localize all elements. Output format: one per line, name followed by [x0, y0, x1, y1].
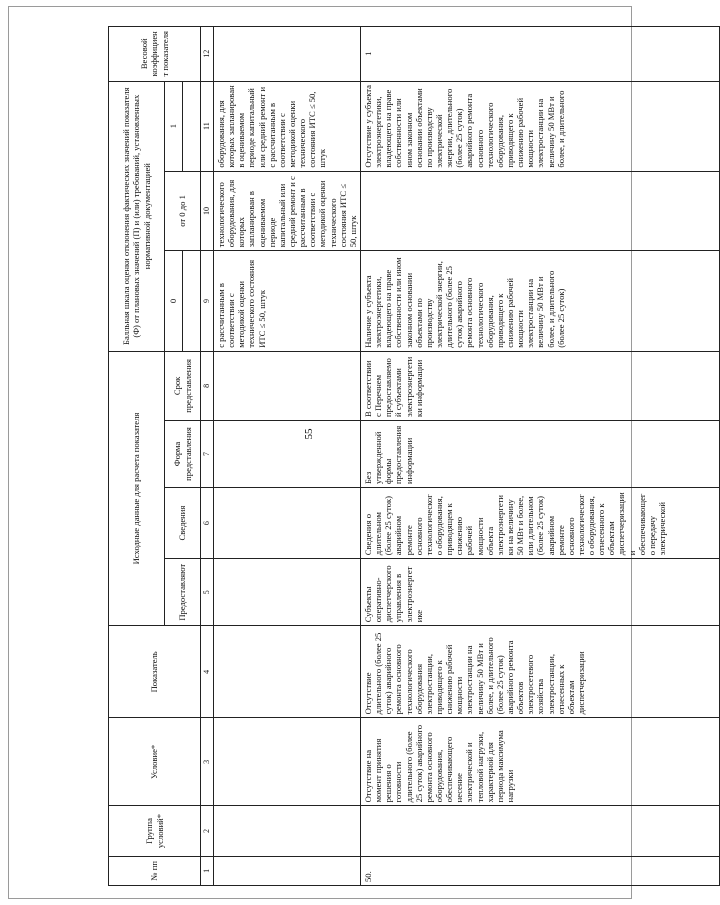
row-deadline: В соответствии с Перечнем предоставляемой субъектами электроэнергетики информации — [360, 351, 719, 420]
header-indicator: Показатель — [109, 626, 201, 718]
column-number: 7 — [201, 420, 214, 487]
header-scale-mid: от 0 до 1 — [165, 171, 201, 251]
row-weight: 1 — [360, 27, 719, 82]
row-condition: Отсутствие на момент принятия решения о готовности длительного (более 25 суток) аварийного ремонта основного оборудования, обеспечивающего несение электрической и тепловой нагрузки, характерной для периода максимума нагрузки — [360, 718, 719, 806]
column-number: 6 — [201, 488, 214, 559]
column-number: 12 — [201, 27, 214, 82]
column-number: 8 — [201, 351, 214, 420]
header-weight: Весовой коэффициент показателя — [109, 27, 201, 82]
column-number: 2 — [201, 806, 214, 856]
header-scale-zero: 0 — [165, 251, 183, 352]
header-num: № пп — [109, 856, 201, 885]
header-group: Группа условий* — [109, 806, 201, 856]
row-providers: Субъекты оперативно-диспетчерского управления в электроэнергетике — [360, 559, 719, 626]
row-form: Без утвержденной формы предоставления информации — [360, 420, 719, 487]
table-row — [360, 27, 719, 886]
row-scale-zero: Наличие у субъекта электроэнергетики, владеющего на праве собственности или ином законном основании объектами по производству электрической энергии, длительного (более 25 суток) аварийного ремонта основного технологического оборудования, приводящего к снижению рабочей мощности электростанции на величину 50 МВт и более, и длительного (более 25 суток) — [360, 251, 719, 352]
column-number: 9 — [201, 251, 214, 352]
header-form: Форма представления — [165, 420, 201, 487]
header-scale-one-sub — [183, 81, 201, 171]
header-scale-one: 1 — [165, 81, 183, 171]
row-scale-one: Отсутствие у субъекта электроэнергетики, владеющего на праве собственности или ином законном основании объектами по производству электрической энергии, длительного (более 25 суток) аварийного ремонта основного технологического оборудования, приводящего к снижению рабочей мощности электростанции на величину 50 МВт и более, и длительного — [360, 81, 719, 171]
column-number: 11 — [201, 81, 214, 171]
row-indicator: Отсутствие длительного (более 25 суток) аварийного ремонта основного технологического оборудования электростанции, приводящего к снижению рабочей мощности электростанции на величину 50 МВт и более, и длительного (более 25 суток) аварийного ремонта объектов электросетевого хозяйства электростанции, отнесенных к объектам диспетчеризации — [360, 626, 719, 718]
header-scale: Балльная шкала оценки отклонения фактических значений показателя (Ф) от плановых значений (П) и (или) требований, установленных нормативной документацией — [109, 81, 165, 351]
continuation-row — [214, 27, 361, 886]
column-number: 3 — [201, 718, 214, 806]
row-info: Сведения о длительном (более 25 суток) аварийном ремонте основного технологического оборудования, приводящем к снижению рабочей мощности объекта электроэнергетики на величину 50 МВт и более, или длительном (более 25 суток) аварийном ремонте основного технологического оборудования, отнесенного к объектам диспетчеризации и обеспечивающего передачу электрической — [360, 488, 719, 559]
row-num: 50. — [360, 856, 719, 885]
header-providers: Предоставляют — [165, 559, 201, 626]
header-deadline: Срок представления — [165, 351, 201, 420]
prev-scale-mid: технологического оборудования, для которых запланирован в оцениваемом периоде капитальный или средний ремонт и с рассчитанным в соответствии с методикой оценки технического состояния ИТС ≤ 50, штук — [214, 171, 361, 251]
header-source-data: Исходные данные для расчета показателя — [109, 351, 165, 625]
row-scale-mid — [360, 171, 719, 251]
header-condition: Условие* — [109, 718, 201, 806]
row-group — [360, 806, 719, 856]
column-number: 10 — [201, 171, 214, 251]
header-info: Сведения — [165, 488, 201, 559]
prev-scale-one: оборудования, для которых запланирован в оцениваемом периоде капитальный или средний ремонт и с рассчитанным в соответствии с методикой оценки технического состояния ИТС ≤ 50, штук — [214, 81, 361, 171]
prev-scale-zero: с рассчитанным в соответствии с методикой оценки технического состояния ИТС ≤ 50, штук — [214, 251, 361, 352]
indicator-table — [108, 26, 720, 886]
column-number: 5 — [201, 559, 214, 626]
column-number: 4 — [201, 626, 214, 718]
column-number: 1 — [201, 856, 214, 885]
rotated-table-container — [108, 26, 668, 886]
header-scale-zero-sub — [183, 251, 201, 352]
page-number: 55 — [303, 428, 315, 440]
